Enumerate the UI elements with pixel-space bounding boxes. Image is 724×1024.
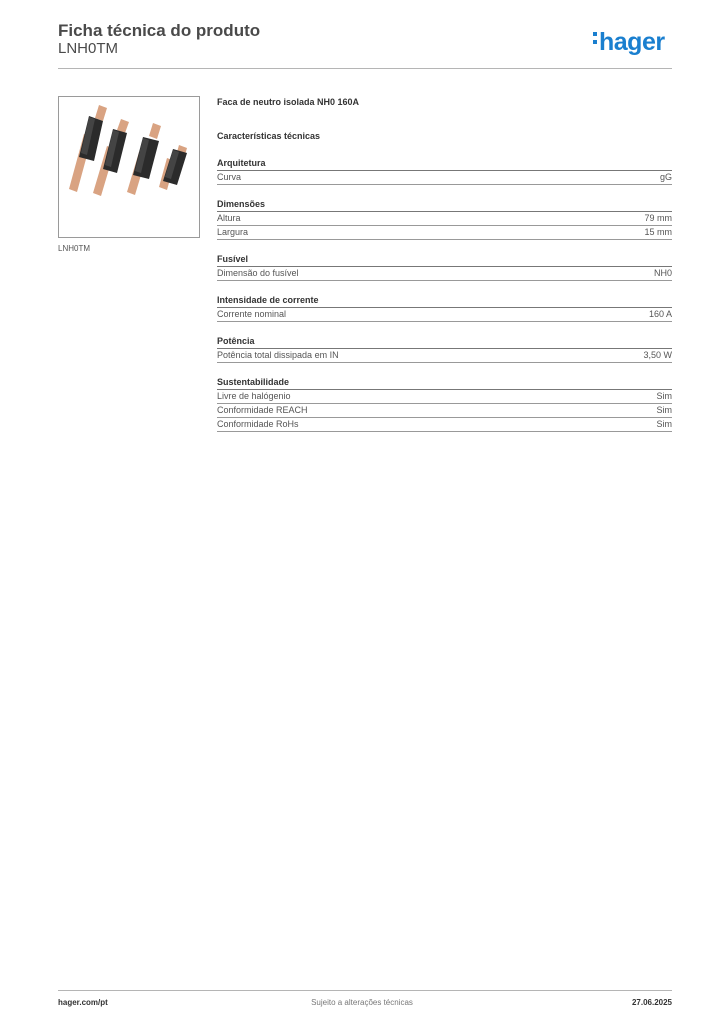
spec-row (217, 212, 672, 226)
spec-section-power (217, 335, 672, 363)
neutral-link-blades-illustration (59, 97, 199, 237)
image-caption: LNH0TM (58, 244, 91, 253)
section-title: Dimensões (217, 198, 672, 212)
section-title: Arquitetura (217, 157, 672, 171)
spec-section-dimensions (217, 198, 672, 240)
spec-value: NH0 (653, 268, 672, 278)
spec-value: 3,50 W (643, 350, 672, 360)
spec-label: Conformidade REACH (217, 405, 308, 415)
section-title: Intensidade de corrente (217, 294, 672, 308)
spec-label: Livre de halógenio (217, 391, 291, 401)
section-title: Potência (217, 335, 672, 349)
section-title: Fusível (217, 253, 672, 267)
blade-3 (127, 123, 161, 195)
spec-row (217, 308, 672, 322)
product-code: LNH0TM (58, 40, 119, 57)
hager-logo (593, 30, 665, 56)
spec-label: Largura (217, 227, 249, 237)
logo-text: hager (599, 28, 665, 56)
spec-row (217, 226, 672, 240)
spec-value: 160 A (648, 309, 672, 319)
spec-row (217, 418, 672, 432)
footer-website-link[interactable]: hager.com/pt (58, 998, 108, 1007)
logo-colon-mark (593, 32, 597, 48)
spec-row (217, 267, 672, 281)
footer-notice: Sujeito a alterações técnicas (311, 998, 413, 1007)
footer-divider (58, 990, 672, 991)
spec-value: 79 mm (644, 213, 672, 223)
product-description: Faca de neutro isolada NH0 160A (217, 97, 360, 107)
spec-label: Dimensão do fusível (217, 268, 299, 278)
spec-section-fuse (217, 253, 672, 281)
spec-section-architecture (217, 157, 672, 185)
footer-date: 27.06.2025 (631, 998, 672, 1007)
spec-label: Curva (217, 172, 242, 182)
spec-row (217, 404, 672, 418)
spec-section-sustainability (217, 376, 672, 432)
section-title: Sustentabilidade (217, 376, 672, 390)
spec-row (217, 349, 672, 363)
header-divider (58, 68, 672, 69)
spec-label: Potência total dissipada em IN (217, 350, 339, 360)
product-specs (217, 96, 672, 432)
spec-label: Altura (217, 213, 241, 223)
characteristics-heading: Características técnicas (217, 131, 321, 141)
spec-value: Sim (656, 391, 672, 401)
spec-label: Corrente nominal (217, 309, 287, 319)
spec-row (217, 171, 672, 185)
spec-row (217, 390, 672, 404)
document-title: Ficha técnica do produto (58, 21, 261, 40)
spec-label: Conformidade RoHs (217, 419, 299, 429)
spec-value: 15 mm (644, 227, 672, 237)
spec-value: gG (659, 172, 672, 182)
spec-value: Sim (656, 405, 672, 415)
spec-section-current (217, 294, 672, 322)
product-image (58, 96, 200, 238)
blade-4 (159, 145, 187, 190)
spec-value: Sim (656, 419, 672, 429)
